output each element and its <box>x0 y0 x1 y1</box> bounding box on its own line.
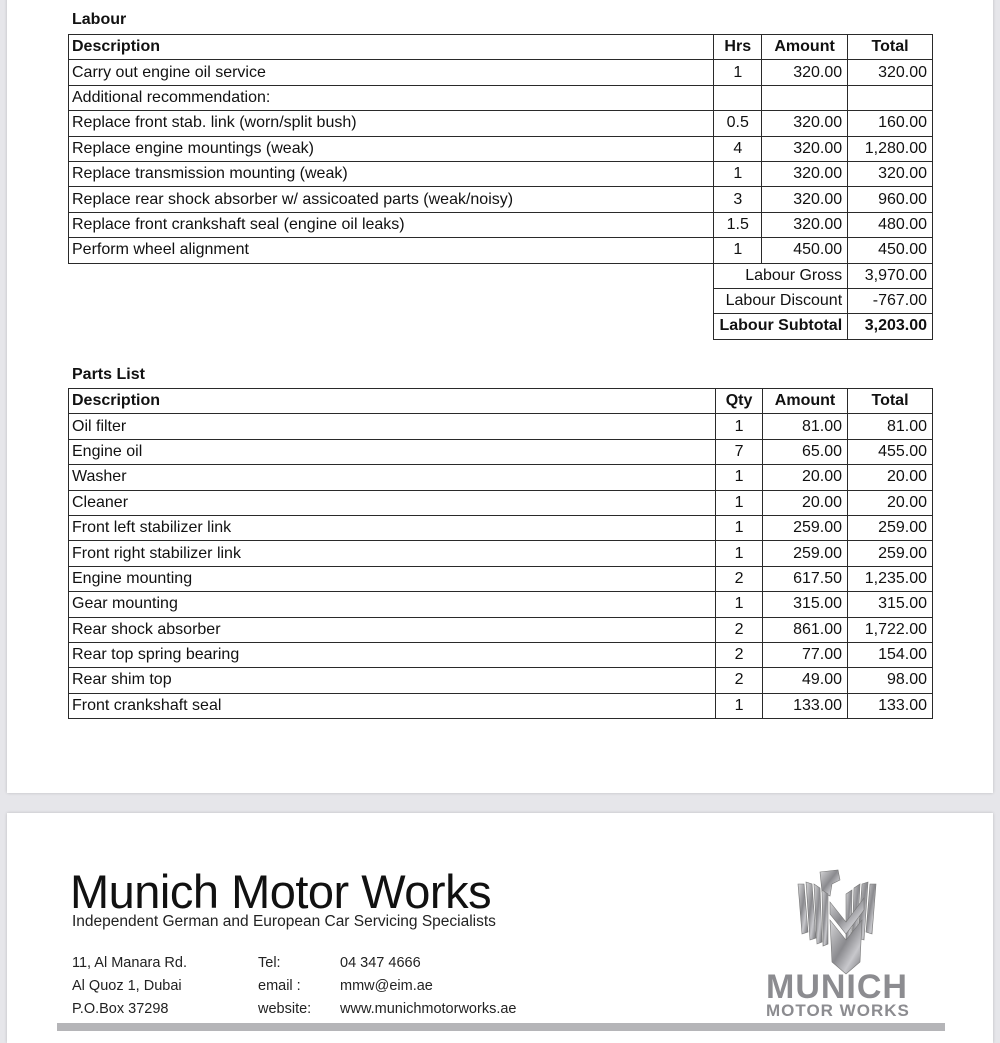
company-tagline: Independent German and European Car Servicing Specialists <box>72 913 496 930</box>
labour-header-total: Total <box>848 35 933 60</box>
parts-cell-qty: 1 <box>716 465 763 490</box>
labour-summary-row <box>69 263 933 288</box>
labour-cell-total: 450.00 <box>848 238 933 263</box>
parts-cell-total: 81.00 <box>848 414 933 439</box>
parts-cell-total: 315.00 <box>848 592 933 617</box>
labour-cell-total: 480.00 <box>848 212 933 237</box>
labour-cell-amount <box>762 85 848 110</box>
parts-cell-total: 259.00 <box>848 541 933 566</box>
parts-cell-amount: 81.00 <box>763 414 848 439</box>
parts-row <box>69 414 933 439</box>
parts-cell-total: 1,722.00 <box>848 617 933 642</box>
labour-summary-value: -767.00 <box>848 288 933 313</box>
parts-cell-qty: 2 <box>716 566 763 591</box>
parts-cell-description: Rear top spring bearing <box>69 642 716 667</box>
parts-cell-total: 133.00 <box>848 693 933 718</box>
parts-cell-qty: 1 <box>716 693 763 718</box>
parts-cell-description: Oil filter <box>69 414 716 439</box>
company-name: Munich Motor Works <box>70 865 492 918</box>
labour-cell-total: 1,280.00 <box>848 136 933 161</box>
labour-summary-label: Labour Subtotal <box>714 314 848 339</box>
address-line: 11, Al Manara Rd. <box>72 955 187 971</box>
labour-cell-total: 320.00 <box>848 60 933 85</box>
labour-summary-row <box>69 314 933 339</box>
parts-cell-total: 98.00 <box>848 668 933 693</box>
parts-cell-amount: 259.00 <box>763 515 848 540</box>
parts-row <box>69 490 933 515</box>
parts-cell-amount: 20.00 <box>763 465 848 490</box>
parts-title: Parts List <box>72 366 145 383</box>
labour-summary-value: 3,203.00 <box>848 314 933 339</box>
parts-cell-total: 20.00 <box>848 465 933 490</box>
labour-cell-hrs: 3 <box>714 187 762 212</box>
parts-cell-description: Gear mounting <box>69 592 716 617</box>
parts-cell-qty: 1 <box>716 592 763 617</box>
parts-row <box>69 439 933 464</box>
summary-spacer <box>69 314 714 339</box>
parts-header-row <box>69 389 933 414</box>
parts-cell-amount: 65.00 <box>763 439 848 464</box>
address-line: Al Quoz 1, Dubai <box>72 978 182 994</box>
labour-summary-label: Labour Gross <box>714 263 848 288</box>
labour-table <box>68 34 933 340</box>
contact-label-email: email : <box>258 978 301 994</box>
parts-row <box>69 592 933 617</box>
parts-cell-amount: 315.00 <box>763 592 848 617</box>
parts-cell-total: 259.00 <box>848 515 933 540</box>
labour-row <box>69 136 933 161</box>
labour-cell-amount: 320.00 <box>762 212 848 237</box>
labour-header-hrs: Hrs <box>714 35 762 60</box>
parts-cell-description: Front left stabilizer link <box>69 515 716 540</box>
parts-cell-description: Front right stabilizer link <box>69 541 716 566</box>
parts-cell-description: Rear shock absorber <box>69 617 716 642</box>
contact-label-website: website: <box>258 1001 312 1017</box>
parts-cell-description: Rear shim top <box>69 668 716 693</box>
parts-row <box>69 541 933 566</box>
labour-cell-amount: 450.00 <box>762 238 848 263</box>
parts-table <box>68 388 933 719</box>
labour-row <box>69 212 933 237</box>
parts-cell-description: Front crankshaft seal <box>69 693 716 718</box>
labour-row <box>69 187 933 212</box>
parts-cell-qty: 1 <box>716 414 763 439</box>
labour-cell-amount: 320.00 <box>762 136 848 161</box>
labour-cell-description: Replace engine mountings (weak) <box>69 136 714 161</box>
parts-cell-total: 1,235.00 <box>848 566 933 591</box>
labour-cell-description: Additional recommendation: <box>69 85 714 110</box>
parts-header-amount: Amount <box>763 389 848 414</box>
parts-cell-description: Engine mounting <box>69 566 716 591</box>
contact-website[interactable]: www.munichmotorworks.ae <box>340 1001 517 1017</box>
parts-header-description: Description <box>69 389 716 414</box>
parts-row <box>69 642 933 667</box>
labour-cell-hrs: 4 <box>714 136 762 161</box>
labour-cell-hrs <box>714 85 762 110</box>
parts-row <box>69 515 933 540</box>
parts-cell-qty: 2 <box>716 617 763 642</box>
parts-cell-amount: 617.50 <box>763 566 848 591</box>
labour-cell-description: Replace front stab. link (worn/split bush) <box>69 111 714 136</box>
company-address <box>72 952 187 1021</box>
parts-cell-qty: 2 <box>716 642 763 667</box>
parts-row <box>69 693 933 718</box>
labour-cell-hrs: 1 <box>714 238 762 263</box>
labour-cell-total: 320.00 <box>848 161 933 186</box>
summary-spacer <box>69 263 714 288</box>
parts-row <box>69 465 933 490</box>
parts-row <box>69 668 933 693</box>
parts-row <box>69 617 933 642</box>
labour-header-description: Description <box>69 35 714 60</box>
parts-cell-total: 154.00 <box>848 642 933 667</box>
logo-text-munich: MUNICH <box>766 968 908 1006</box>
parts-cell-total: 20.00 <box>848 490 933 515</box>
parts-cell-description: Washer <box>69 465 716 490</box>
logo-text-motor-works: MOTOR WORKS <box>766 1001 910 1020</box>
labour-cell-description: Replace transmission mounting (weak) <box>69 161 714 186</box>
parts-cell-total: 455.00 <box>848 439 933 464</box>
labour-cell-hrs: 1 <box>714 60 762 85</box>
labour-summary-label: Labour Discount <box>714 288 848 313</box>
labour-header-amount: Amount <box>762 35 848 60</box>
contact-tel: 04 347 4666 <box>340 955 421 971</box>
labour-cell-total <box>848 85 933 110</box>
parts-cell-qty: 2 <box>716 668 763 693</box>
labour-row <box>69 60 933 85</box>
labour-row <box>69 85 933 110</box>
labour-cell-description: Carry out engine oil service <box>69 60 714 85</box>
labour-summary-value: 3,970.00 <box>848 263 933 288</box>
labour-cell-description: Replace rear shock absorber w/ assicoated parts (weak/noisy) <box>69 187 714 212</box>
labour-header-row <box>69 35 933 60</box>
labour-cell-description: Replace front crankshaft seal (engine oil leaks) <box>69 212 714 237</box>
parts-row <box>69 566 933 591</box>
labour-cell-hrs: 1.5 <box>714 212 762 237</box>
parts-cell-qty: 1 <box>716 541 763 566</box>
contact-email[interactable]: mmw@eim.ae <box>340 978 433 994</box>
address-line: P.O.Box 37298 <box>72 1001 169 1017</box>
contact-label-tel: Tel: <box>258 955 281 971</box>
parts-cell-description: Engine oil <box>69 439 716 464</box>
parts-cell-amount: 77.00 <box>763 642 848 667</box>
parts-cell-amount: 259.00 <box>763 541 848 566</box>
parts-cell-qty: 1 <box>716 490 763 515</box>
labour-cell-total: 960.00 <box>848 187 933 212</box>
labour-title: Labour <box>72 11 127 28</box>
parts-header-qty: Qty <box>716 389 763 414</box>
labour-cell-amount: 320.00 <box>762 187 848 212</box>
parts-cell-amount: 133.00 <box>763 693 848 718</box>
labour-row <box>69 238 933 263</box>
contact-values <box>340 952 516 1021</box>
labour-cell-hrs: 0.5 <box>714 111 762 136</box>
labour-cell-amount: 320.00 <box>762 111 848 136</box>
labour-row <box>69 161 933 186</box>
labour-summary-row <box>69 288 933 313</box>
parts-header-total: Total <box>848 389 933 414</box>
summary-spacer <box>69 288 714 313</box>
labour-cell-hrs: 1 <box>714 161 762 186</box>
contact-labels <box>258 952 311 1021</box>
labour-cell-total: 160.00 <box>848 111 933 136</box>
parts-cell-amount: 49.00 <box>763 668 848 693</box>
labour-cell-amount: 320.00 <box>762 60 848 85</box>
labour-cell-description: Perform wheel alignment <box>69 238 714 263</box>
parts-cell-qty: 7 <box>716 439 763 464</box>
labour-cell-amount: 320.00 <box>762 161 848 186</box>
parts-cell-amount: 861.00 <box>763 617 848 642</box>
parts-cell-description: Cleaner <box>69 490 716 515</box>
labour-row <box>69 111 933 136</box>
parts-cell-amount: 20.00 <box>763 490 848 515</box>
parts-cell-qty: 1 <box>716 515 763 540</box>
